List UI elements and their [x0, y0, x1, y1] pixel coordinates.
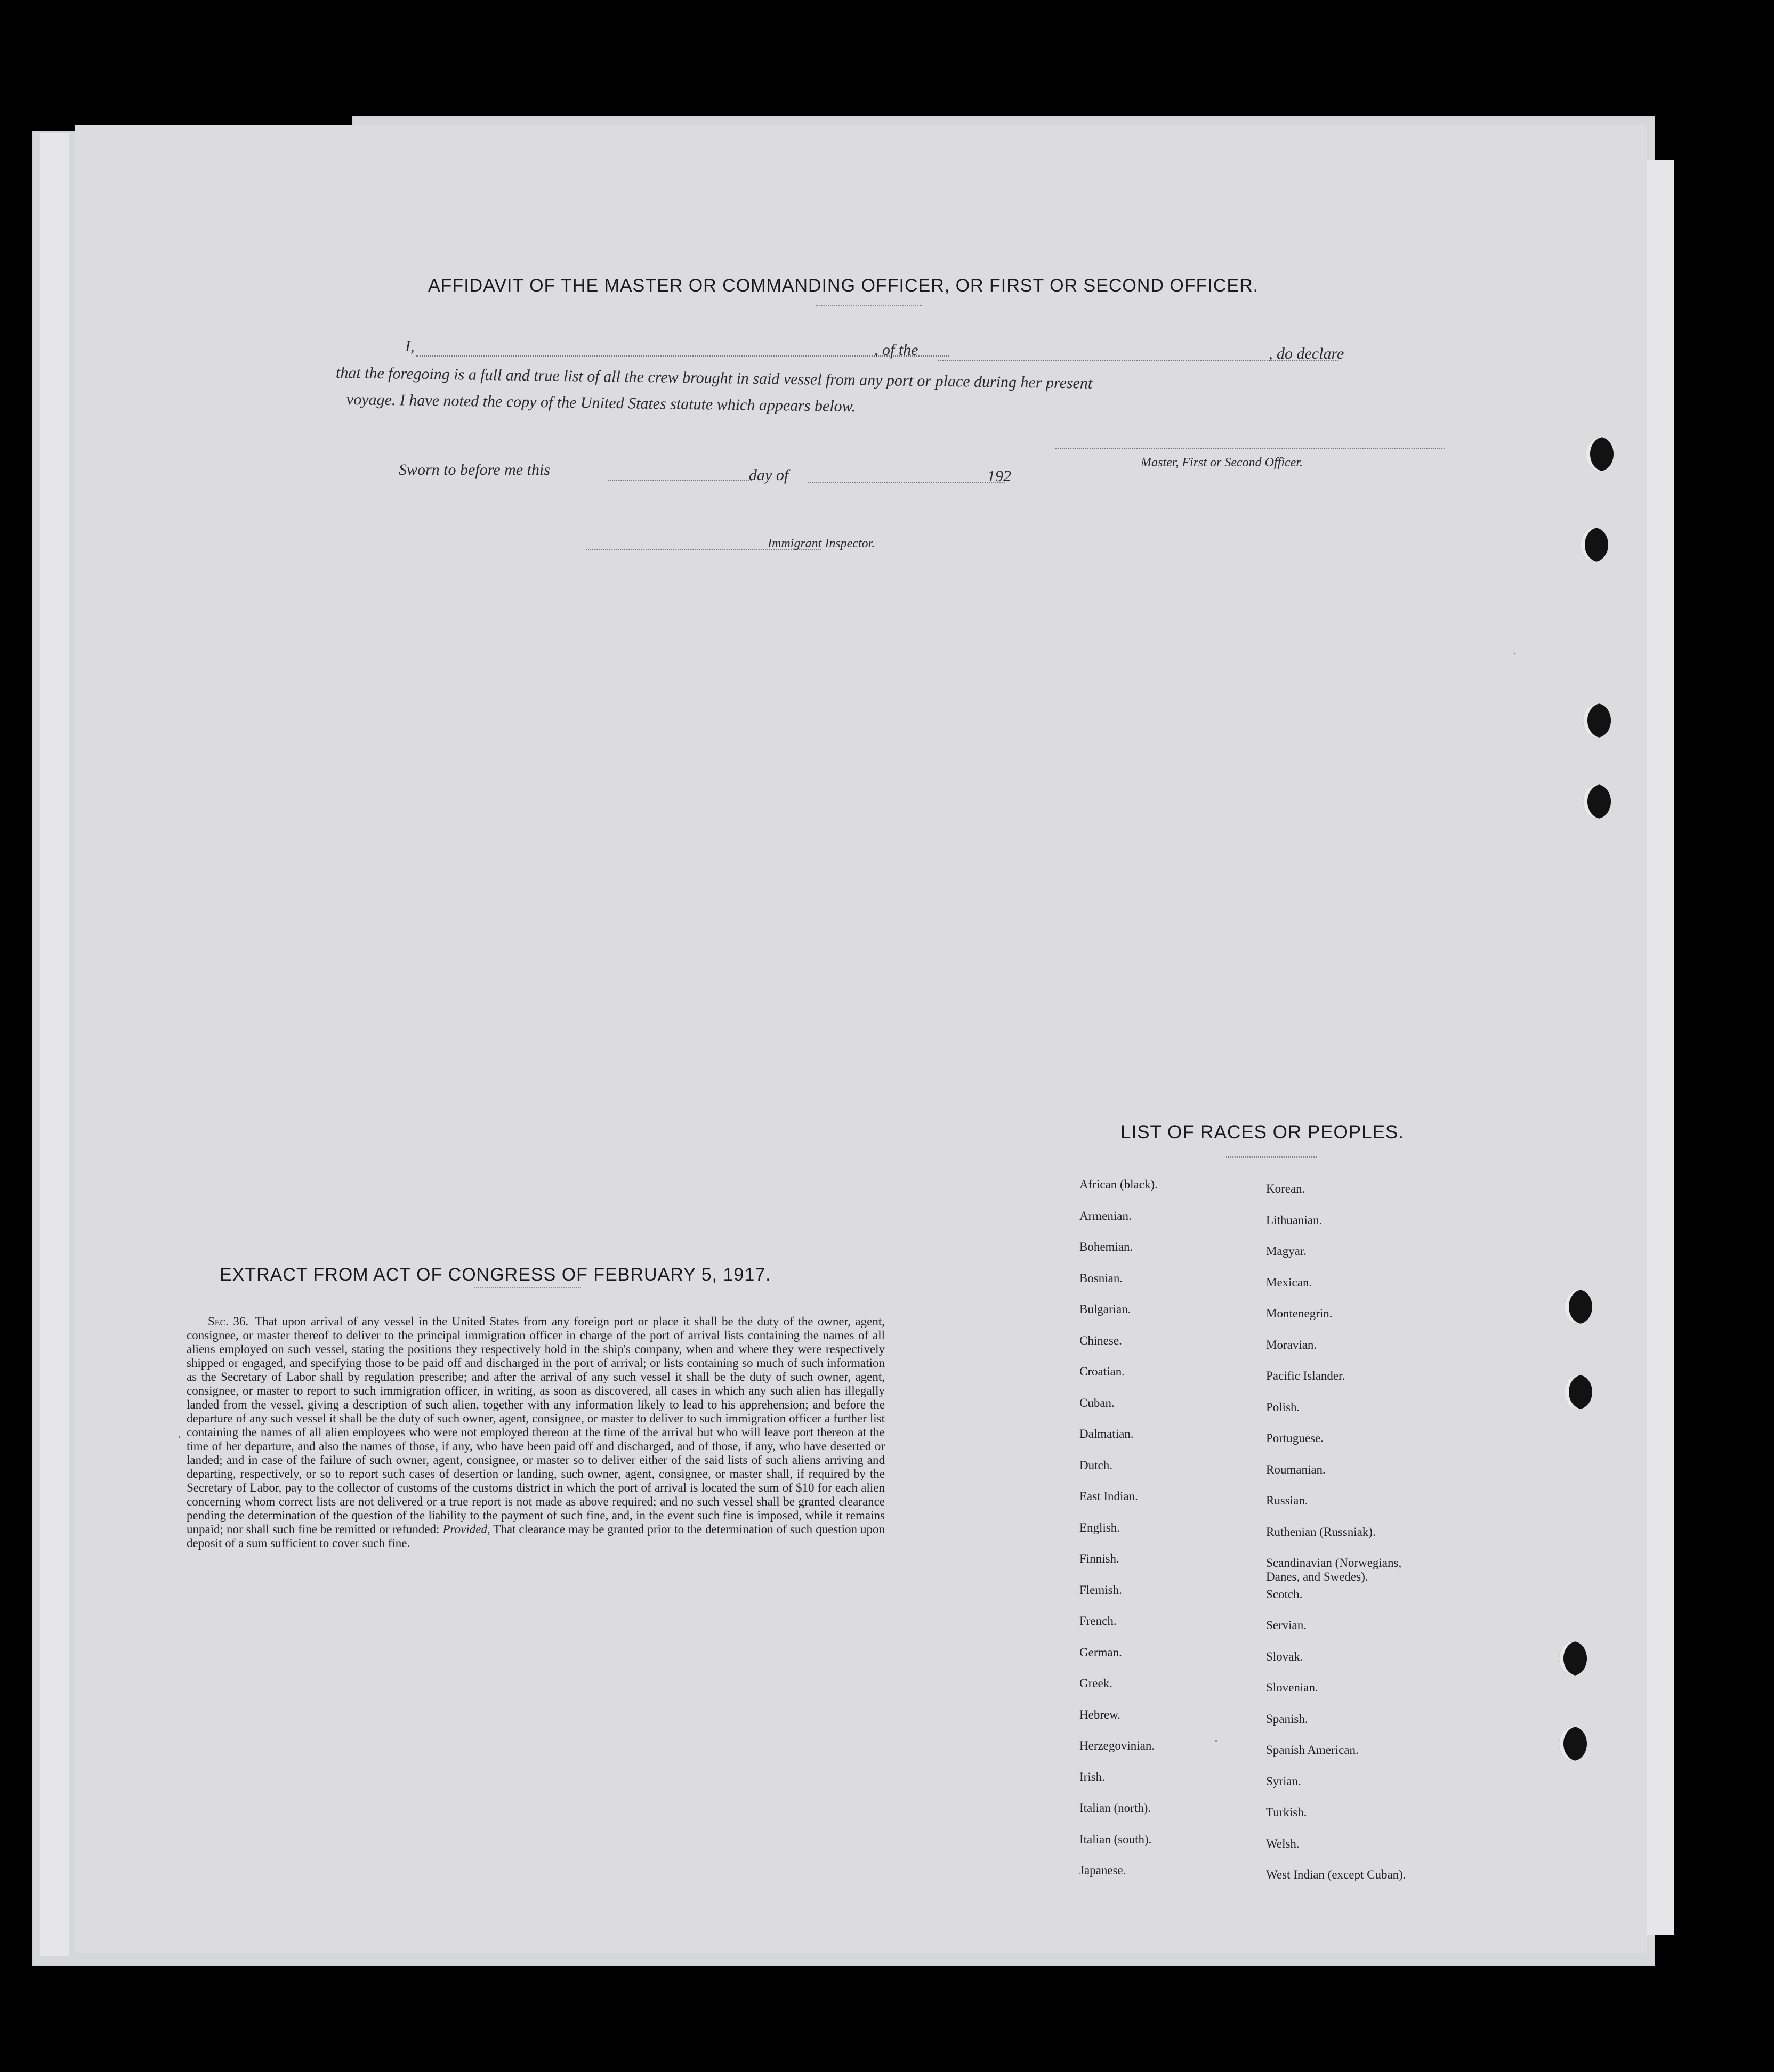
affidavit-line-3: voyage. I have noted the copy of the United States statute which appears below.: [346, 391, 856, 416]
races-heading: LIST OF RACES OR PEOPLES.: [1120, 1122, 1405, 1143]
race-item: Syrian.: [1266, 1774, 1301, 1788]
section-body-end: That clearance may be granted prior to the determination of such question upon deposit of a sum sufficient to cover such fine.: [187, 1523, 885, 1550]
race-item: Welsh.: [1266, 1836, 1300, 1850]
sworn-label: Sworn to before me this: [399, 461, 550, 479]
race-item: African (black).: [1079, 1178, 1158, 1191]
race-item: Chinese.: [1079, 1333, 1122, 1347]
binder-hole: [1559, 1727, 1587, 1761]
page-mark: [1514, 653, 1515, 654]
race-item: Bosnian.: [1079, 1271, 1123, 1285]
race-item: Russian.: [1266, 1494, 1308, 1507]
inspector-caption: Immigrant Inspector.: [768, 537, 875, 551]
officer-signature-line[interactable]: [1055, 448, 1445, 449]
race-item: Italian (north).: [1079, 1801, 1151, 1815]
race-item: Dalmatian.: [1079, 1427, 1134, 1440]
sworn-day-line[interactable]: [608, 480, 752, 481]
binder-hole: [1583, 703, 1611, 738]
race-item: Greek.: [1079, 1677, 1112, 1690]
section-label: Sec. 36.: [208, 1315, 249, 1328]
race-item: Roumanian.: [1266, 1462, 1326, 1476]
page-mark: [179, 1436, 180, 1438]
race-item: Ruthenian (Russniak).: [1266, 1525, 1376, 1539]
race-item: Lithuanian.: [1266, 1213, 1323, 1227]
race-item: Dutch.: [1079, 1458, 1112, 1472]
race-item: Moravian.: [1266, 1338, 1317, 1351]
extract-section-text: [187, 1315, 885, 1550]
binder-hole: [1586, 437, 1614, 471]
binder-hole: [1565, 1290, 1592, 1324]
race-item: Italian (south).: [1079, 1832, 1152, 1846]
race-item: Portuguese.: [1266, 1431, 1324, 1445]
race-item: Slovenian.: [1266, 1681, 1318, 1694]
race-item: Finnish.: [1079, 1552, 1119, 1565]
race-item: Spanish.: [1266, 1712, 1308, 1726]
race-item: Herzegovinian.: [1079, 1739, 1155, 1752]
page-mark: [1215, 1740, 1217, 1742]
extract-underline: [474, 1287, 581, 1288]
heading-underline: [816, 305, 922, 306]
extract-heading: EXTRACT FROM ACT OF CONGRESS OF FEBRUARY 5, 1917.: [220, 1265, 771, 1285]
affidavit-of-the-label: , of the: [874, 341, 918, 359]
race-item: Scotch.: [1266, 1587, 1303, 1601]
race-item: Irish.: [1079, 1770, 1105, 1784]
sworn-month-line[interactable]: [808, 482, 1005, 483]
race-item: Slovak.: [1266, 1649, 1303, 1663]
officer-caption: Master, First or Second Officer.: [1141, 456, 1303, 470]
binder-hole: [1583, 784, 1611, 819]
race-item: Hebrew.: [1079, 1707, 1121, 1721]
races-underline: [1226, 1156, 1317, 1158]
race-item: Montenegrin.: [1266, 1307, 1333, 1320]
race-item: Japanese.: [1079, 1864, 1126, 1877]
race-item: Scandinavian (Norwegians, Danes, and Swedes).: [1266, 1556, 1402, 1583]
race-item: German.: [1079, 1645, 1122, 1659]
affidavit-i-label: I,: [405, 337, 415, 355]
sheet-edge-right: [1647, 160, 1674, 1935]
race-item: Pacific Islander.: [1266, 1369, 1345, 1382]
race-item: Bulgarian.: [1079, 1302, 1131, 1316]
race-item: Spanish American.: [1266, 1743, 1359, 1757]
race-item: Cuban.: [1079, 1396, 1115, 1410]
section-body: That upon arrival of any vessel in the United States from any foreign port or place it shall be the duty of the owner, agent, consignee, or master thereof to deliver to the principal immigration officer in charge of the port of arrival lists containing the names of all aliens employed on such vessel, stating the positions they respectively hold in the ship's company, when and where they were respectively shipped or engaged, and specifying those to be paid off and discharged in the port of arrival; or lists containing so much of such information as the Secretary of Labor shall by regulation prescribe; and after the arrival of any such vessel it shall be the duty of such owner, agent, consignee, or master to report to such immigration officer, in writing, as soon as discovered, all cases in which any such alien has illegally landed from the vessel, giving a description of such alien, together with any information likely to lead to his apprehension; and before the departure of any such vessel it shall be the duty of such owner, agent, consignee, or master to deliver to such immigration officer a further list containing the names of all alien employees who were not employed thereon at the time of the arrival but who will leave port thereon at the time of her departure, and also the names of those, if any, who have been paid off and discharged, and of those, if any, who have deserted or landed; and in case of the failure of such owner, agent, consignee, or master so to deliver either of the said lists of such aliens arriving and departing, respectively, or so to report such cases of desertion or landing, such owner, agent, consignee, or master shall, if required by the Secretary of Labor, pay to the collector of customs of the customs district in which the port of arrival is located the sum of $10 for each alien concerning whom correct lists are not delivered or a true report is not made as above required; and no such vessel shall be granted clearance pending the determination of the question of the liability to the payment of such fine, and, in the event such fine is imposed, while it remains unpaid; nor shall such fine be remitted or refunded:: [187, 1315, 885, 1536]
race-item: Croatian.: [1079, 1365, 1125, 1378]
binder-hole: [1559, 1641, 1587, 1676]
sheet-edge-left: [40, 133, 69, 1956]
race-item: West Indian (except Cuban).: [1266, 1868, 1406, 1881]
race-item: Armenian.: [1079, 1209, 1132, 1223]
race-item: Polish.: [1266, 1400, 1300, 1414]
affidavit-line-2: that the foregoing is a full and true list of all the crew brought in said vessel from any port or place during her present: [335, 364, 1093, 392]
year-prefix: 192: [987, 467, 1011, 485]
affidavit-do-declare-label: , do declare: [1269, 345, 1344, 362]
day-of-label: day of: [749, 466, 789, 484]
affidavit-heading: AFFIDAVIT OF THE MASTER OR COMMANDING OFFICER, OR FIRST OR SECOND OFFICER.: [428, 276, 1259, 296]
race-item: Magyar.: [1266, 1244, 1307, 1258]
binder-hole: [1581, 528, 1608, 562]
master-name-line[interactable]: [416, 355, 949, 357]
race-item: Flemish.: [1079, 1583, 1122, 1597]
race-item: Bohemian.: [1079, 1240, 1133, 1253]
document-page: [75, 125, 1647, 1953]
race-item: Turkish.: [1266, 1806, 1307, 1819]
race-item: Servian.: [1266, 1618, 1307, 1632]
race-item: East Indian.: [1079, 1490, 1138, 1503]
race-item: French.: [1079, 1614, 1117, 1628]
race-item: Mexican.: [1266, 1275, 1312, 1289]
provided-word: Provided,: [442, 1523, 490, 1536]
race-item: Korean.: [1266, 1182, 1305, 1195]
binder-hole: [1565, 1375, 1592, 1409]
race-item: English.: [1079, 1520, 1120, 1534]
